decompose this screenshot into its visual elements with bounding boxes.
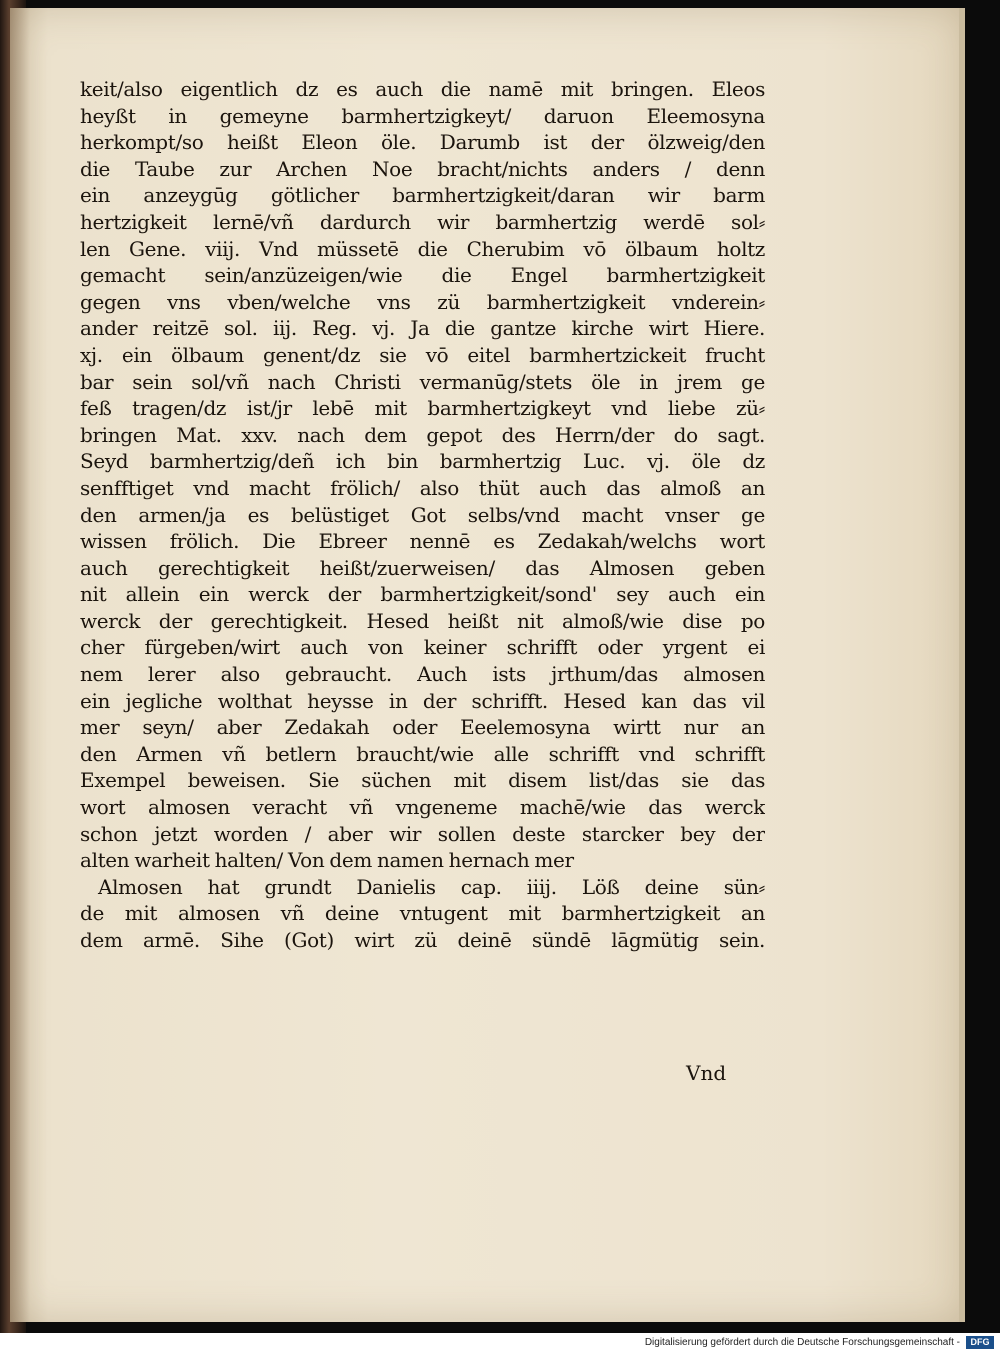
text-line-17: den armen/ja es belüstiget Got selbs/vnd macht vnser ge [80, 502, 765, 527]
text-line-30: alten warheit halten/ Von dem namen hernach mer [80, 848, 574, 873]
funding-credit: Digitalisierung gefördert durch die Deutsche Forschungsgemeinschaft - [644, 1337, 960, 1348]
text-line-14: bringen Mat. xxv. nach dem gepot des Herrn/der do sagt. [80, 422, 765, 447]
text-line-4: die Taube zur Archen Noe bracht/nichts anders / denn [80, 156, 765, 181]
text-line-1: keit/also eigentlich dz es auch die namē mit bringen. Eleos [80, 77, 765, 101]
text-line-15: Seyd barmhertzig/deñ ich bin barmhertzig Luc. vj. öle dz [80, 449, 765, 474]
text-line-23: nem lerer also gebraucht. Auch ists jrthum/das almosen [80, 662, 765, 687]
text-line-11: xj. ein ölbaum genent/dz sie vō eitel barmhertzickeit frucht [80, 342, 765, 367]
text-line-33: dem armē. Sihe (Got) wirt zü deinē sündē lāgmütig sein. [80, 928, 765, 952]
text-line-24: ein jegliche wolthat heysse in der schrifft. Hesed kan das vil [80, 688, 765, 713]
text-line-10: ander reitzē sol. iij. Reg. vj. Ja die gantze kirche wirt Hiere. [80, 316, 765, 341]
text-line-6: hertzigkeit lernē/vñ dardurch wir barmhertzig werdē sol⸗ [80, 209, 765, 234]
text-line-21: werck der gerechtigkeit. Hesed heißt nit almoß/wie dise po [80, 608, 765, 633]
text-line-29: schon jetzt worden / aber wir sollen deste starcker bey der [80, 821, 765, 846]
text-line-20: nit allein ein werck der barmhertzigkeit/sond' sey auch ein [80, 582, 765, 607]
text-line-22: cher fürgeben/wirt auch von keiner schrifft oder yrgent ei [80, 635, 765, 660]
catchword: Vnd [686, 1061, 727, 1085]
text-line-8: gemacht sein/anzüzeigen/wie die Engel barmhertzigkeit [80, 263, 765, 288]
text-line-31: Almosen hat grundt Danielis cap. iiij. Löß deine sün⸗ [98, 874, 765, 899]
text-line-5: ein anzeygūg götlicher barmhertzigkeit/daran wir barm [80, 183, 765, 208]
text-line-27: Exempel beweisen. Sie süchen mit disem list/das sie das [80, 768, 765, 793]
text-line-26: den Armen vñ betlern braucht/wie alle schrifft vnd schrifft [80, 741, 765, 766]
footer-bar [0, 1333, 1000, 1353]
text-line-28: wort almosen veracht vñ vngeneme machē/wie das werck [80, 795, 765, 820]
text-line-32: de mit almosen vñ deine vntugent mit barmhertzigkeit an [80, 901, 765, 926]
text-line-16: senfftiget vnd macht frölich/ also thüt auch das almoß an [80, 475, 765, 500]
text-line-9: gegen vns vben/welche vns zü barmhertzigkeit vnderein⸗ [80, 289, 765, 314]
page-text [80, 76, 765, 954]
text-line-3: herkompt/so heißt Eleon öle. Darumb ist der ölzweig/den [80, 130, 765, 155]
text-line-2: heyßt in gemeyne barmhertzigkeyt/ daruon Eleemosyna [80, 103, 765, 128]
text-line-13: feß tragen/dz ist/jr lebē mit barmhertzigkeyt vnd liebe zü⸗ [80, 396, 765, 421]
dfg-logo-icon: DFG [966, 1336, 994, 1349]
text-line-12: bar sein sol/vñ nach Christi vermanūg/stets öle in jrem ge [80, 369, 765, 394]
text-line-25: mer seyn/ aber Zedakah oder Eeelemosyna wirtt nur an [80, 715, 765, 740]
text-line-19: auch gerechtigkeit heißt/zuerweisen/ das Almosen geben [80, 555, 765, 580]
text-line-18: wissen frölich. Die Ebreer nennē es Zedakah/welchs wort [80, 529, 765, 554]
text-line-7: len Gene. viij. Vnd müssetē die Cherubim vō ölbaum holtz [80, 236, 765, 261]
